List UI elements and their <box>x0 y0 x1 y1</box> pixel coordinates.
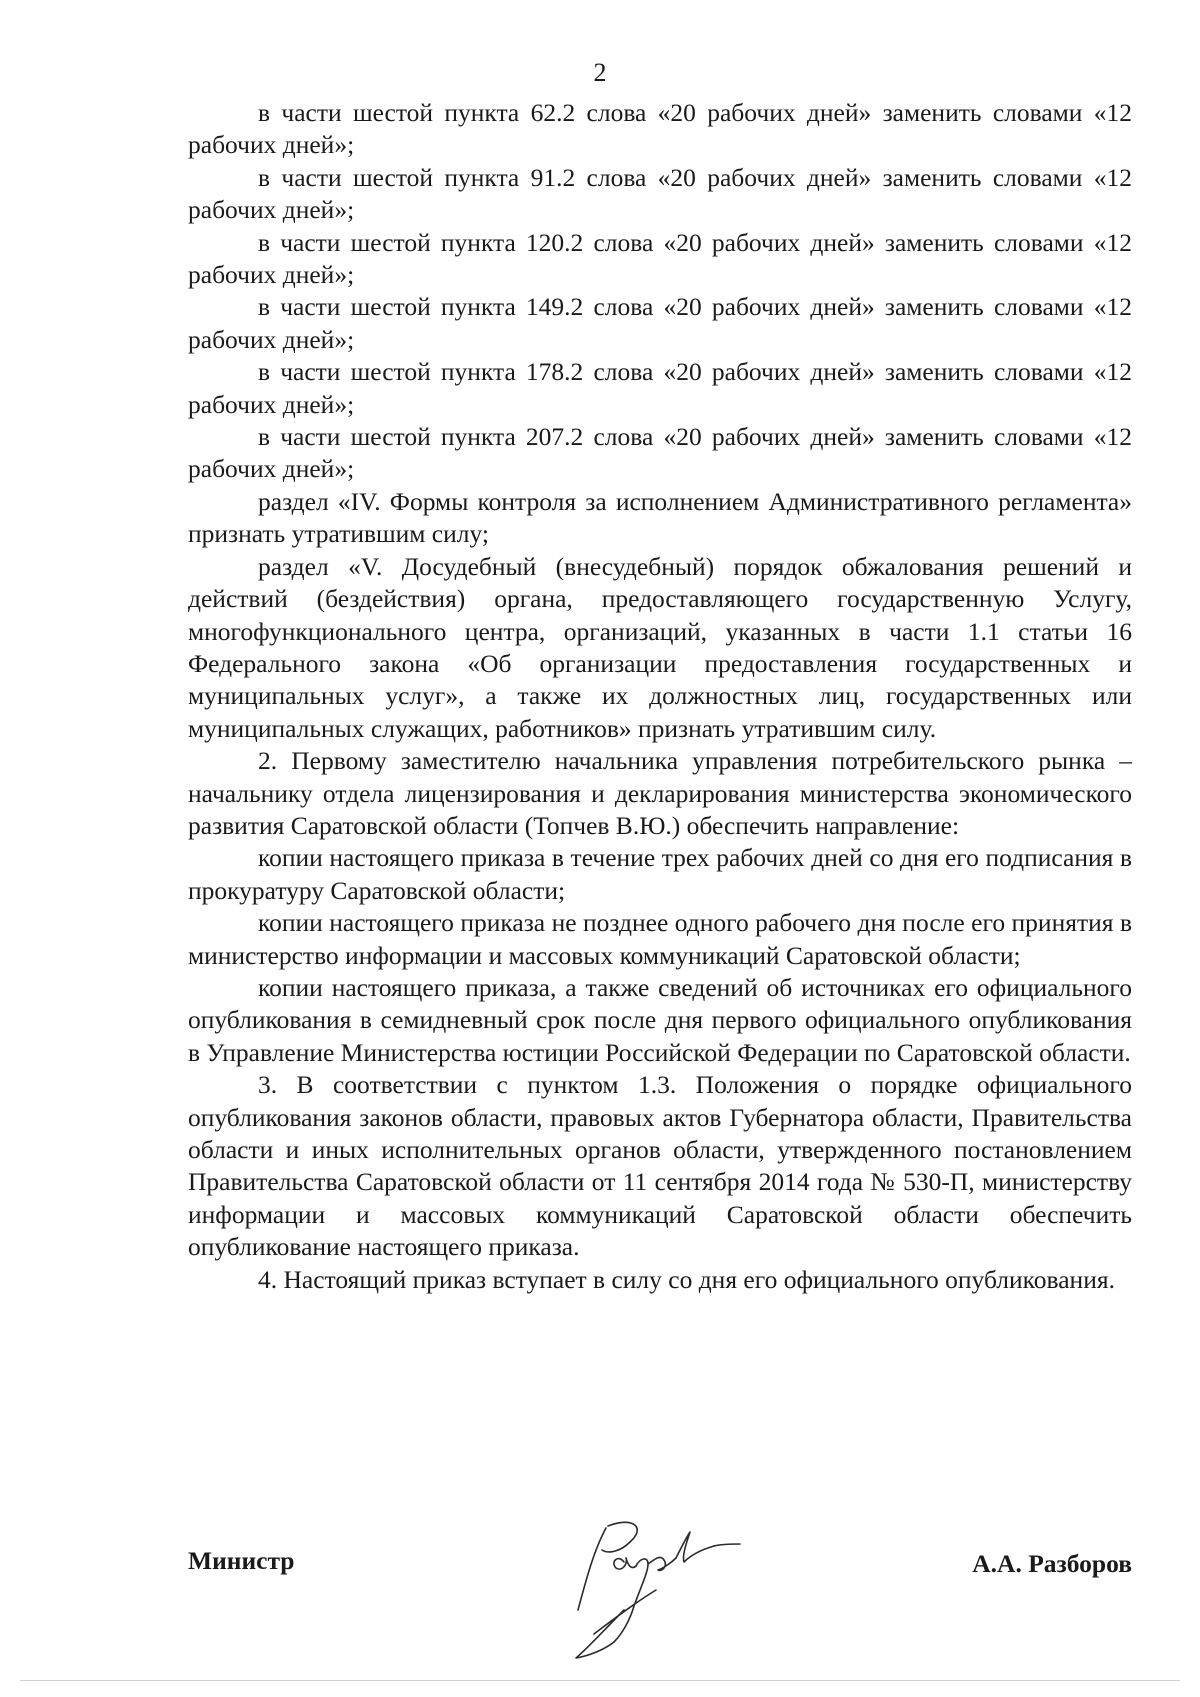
paragraph-copy-justice: копии настоящего приказа, а также сведений об источниках его официального опубликования в семидневный срок после дня первого официального опубликования в Управление Министерства юстиции Российской Федерации по Саратовской области. <box>188 972 1132 1067</box>
paragraph-section-v: раздел «V. Досудебный (внесудебный) порядок обжалования решений и действий (бездействия) органа, предоставляющего государственную Услугу, многофункционального центра, организаций, указанных в части 1.1 статьи 16 Федерального закона «Об организации предоставления государственных и муниципальных услуг», а также их должностных лиц, государственных или муниципальных служащих, работников» признать утратившим силу. <box>188 551 1132 743</box>
signature-block <box>188 1510 1132 1660</box>
paragraph-amend-149-2: в части шестой пункта 149.2 слова «20 рабочих дней» заменить словами «12 рабочих дней»; <box>188 292 1132 354</box>
paragraph-copy-ministry-info: копии настоящего приказа не позднее одного рабочего дня после его принятия в министерство информации и массовых коммуникаций Саратовской области; <box>188 908 1132 970</box>
paragraph-section-iv: раздел «IV. Формы контроля за исполнением Административного регламента» признать утратившим силу; <box>188 486 1132 549</box>
paragraph-amend-91-2: в части шестой пункта 91.2 слова «20 рабочих дней» заменить словами «12 рабочих дней»; <box>188 162 1132 225</box>
paragraph-amend-62-2: в части шестой пункта 62.2 слова «20 рабочих дней» заменить словами «12 рабочих дней»; <box>188 98 1132 160</box>
paragraph-item-2: 2. Первому заместителю начальника управления потребительского рынка – начальнику отдела лицензирования и декларирования министерства экономического развития Саратовской области (Топчев В.Ю.) обеспечить направление: <box>188 746 1132 840</box>
signatory-name: А.А. Разборов <box>972 1549 1132 1578</box>
bottom-divider <box>20 1680 1180 1681</box>
signatory-title: Министр <box>188 1546 295 1575</box>
document-body <box>188 97 1132 1296</box>
paragraph-item-3: 3. В соответствии с пунктом 1.3. Положения о порядке официального опубликования законов области, правовых актов Губернатора области, Правительства области и иных исполнительных органов области, утвержденного постановлением Правительства Саратовской области от 11 сентября 2014 года № 530-П, министерству информации и массовых коммуникаций Саратовской области обеспечить опубликование настоящего приказа. <box>188 1070 1132 1262</box>
page-number: 2 <box>593 58 607 87</box>
paragraph-item-4: 4. Настоящий приказ вступает в силу со дня его официального опубликования. <box>258 1264 1115 1294</box>
paragraph-amend-178-2: в части шестой пункта 178.2 слова «20 рабочих дней» заменить словами «12 рабочих дней»; <box>188 357 1132 419</box>
paragraph-amend-120-2: в части шестой пункта 120.2 слова «20 рабочих дней» заменить словами «12 рабочих дней»; <box>188 227 1132 290</box>
paragraph-amend-207-2: в части шестой пункта 207.2 слова «20 рабочих дней» заменить словами «12 рабочих дней»; <box>188 422 1132 484</box>
handwritten-signature <box>564 1510 754 1660</box>
paragraph-copy-prosecutor: копии настоящего приказа в течение трех рабочих дней со дня его подписания в прокуратуру Саратовской области; <box>188 843 1132 905</box>
